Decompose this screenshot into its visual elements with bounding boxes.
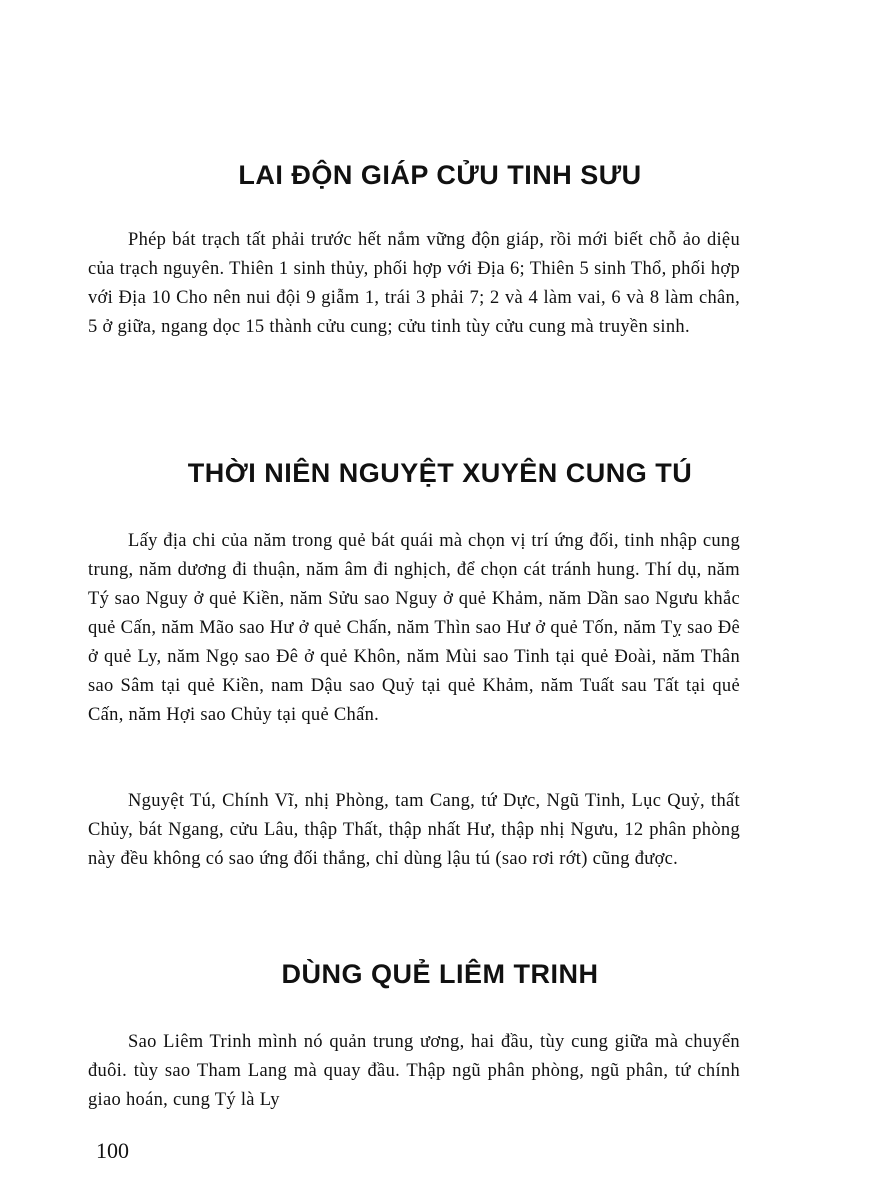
section-heading-liem-trinh: DÙNG QUẺ LIÊM TRINH <box>281 959 599 989</box>
page-number: 100 <box>96 1138 129 1163</box>
paragraph-thoi-nien-1: Lấy địa chi của năm trong quẻ bát quái mà chọn vị trí ứng đối, tinh nhập cung trung, năm dương đi thuận, năm âm đi nghịch, để chọn cát tránh hung. Thí dụ, năm Tý sao Nguy ở quẻ Kiền, năm Sửu sao Nguy ở quẻ Khảm, năm Dần sao Ngưu khắc quẻ Cấn, năm Mão sao Hư ở quẻ Chấn, năm Thìn sao Hư ở quẻ Tốn, năm Tỵ sao Đê ở quẻ Ly, năm Ngọ sao Đê ở quẻ Khôn, năm Mùi sao Tinh tại quẻ Đoài, năm Thân sao Sâm tại quẻ Kiền, nam Dậu sao Quỷ tại quẻ Khảm, năm Tuất sau Tất tại quẻ Cấn, năm Hợi sao Chủy tại quẻ Chấn. <box>88 531 740 725</box>
section-heading-thoi-nien: THỜI NIÊN NGUYỆT XUYÊN CUNG TÚ <box>187 458 693 488</box>
section-heading-lai-don-giap: LAI ĐỘN GIÁP CỬU TINH SƯU <box>238 160 642 190</box>
paragraph-lai-don-giap: Phép bát trạch tất phải trước hết nắm vững độn giáp, rồi mới biết chỗ ảo diệu của trạch nguyên. Thiên 1 sinh thủy, phối hợp với Địa 6; Thiên 5 sinh Thổ, phối hợp với Địa 10 Cho nên nui đội 9 giẫm 1, trái 3 phải 7; 2 và 4 làm vai, 6 và 8 làm chân, 5 ở giữa, ngang dọc 15 thành cửu cung; cửu tinh tùy cửu cung mà truyền sinh. <box>88 230 740 337</box>
paragraph-thoi-nien-2: Nguyệt Tú, Chính Vĩ, nhị Phòng, tam Cang, tứ Dực, Ngũ Tinh, Lục Quỷ, thất Chủy, bát Ngang, cửu Lâu, thập Thất, thập nhất Hư, thập nhị Ngưu, 12 phân phòng này đều không có sao ứng đối thắng, chỉ dùng lậu tú (sao rơi rớt) cũng được. <box>88 791 740 869</box>
paragraph-liem-trinh: Sao Liêm Trinh mình nó quản trung ương, hai đầu, tùy cung giữa mà chuyển đuôi. tùy sao Tham Lang mà quay đầu. Thập ngũ phân phòng, ngũ phân, tứ chính giao hoán, cung Tý là Ly <box>88 1032 740 1110</box>
